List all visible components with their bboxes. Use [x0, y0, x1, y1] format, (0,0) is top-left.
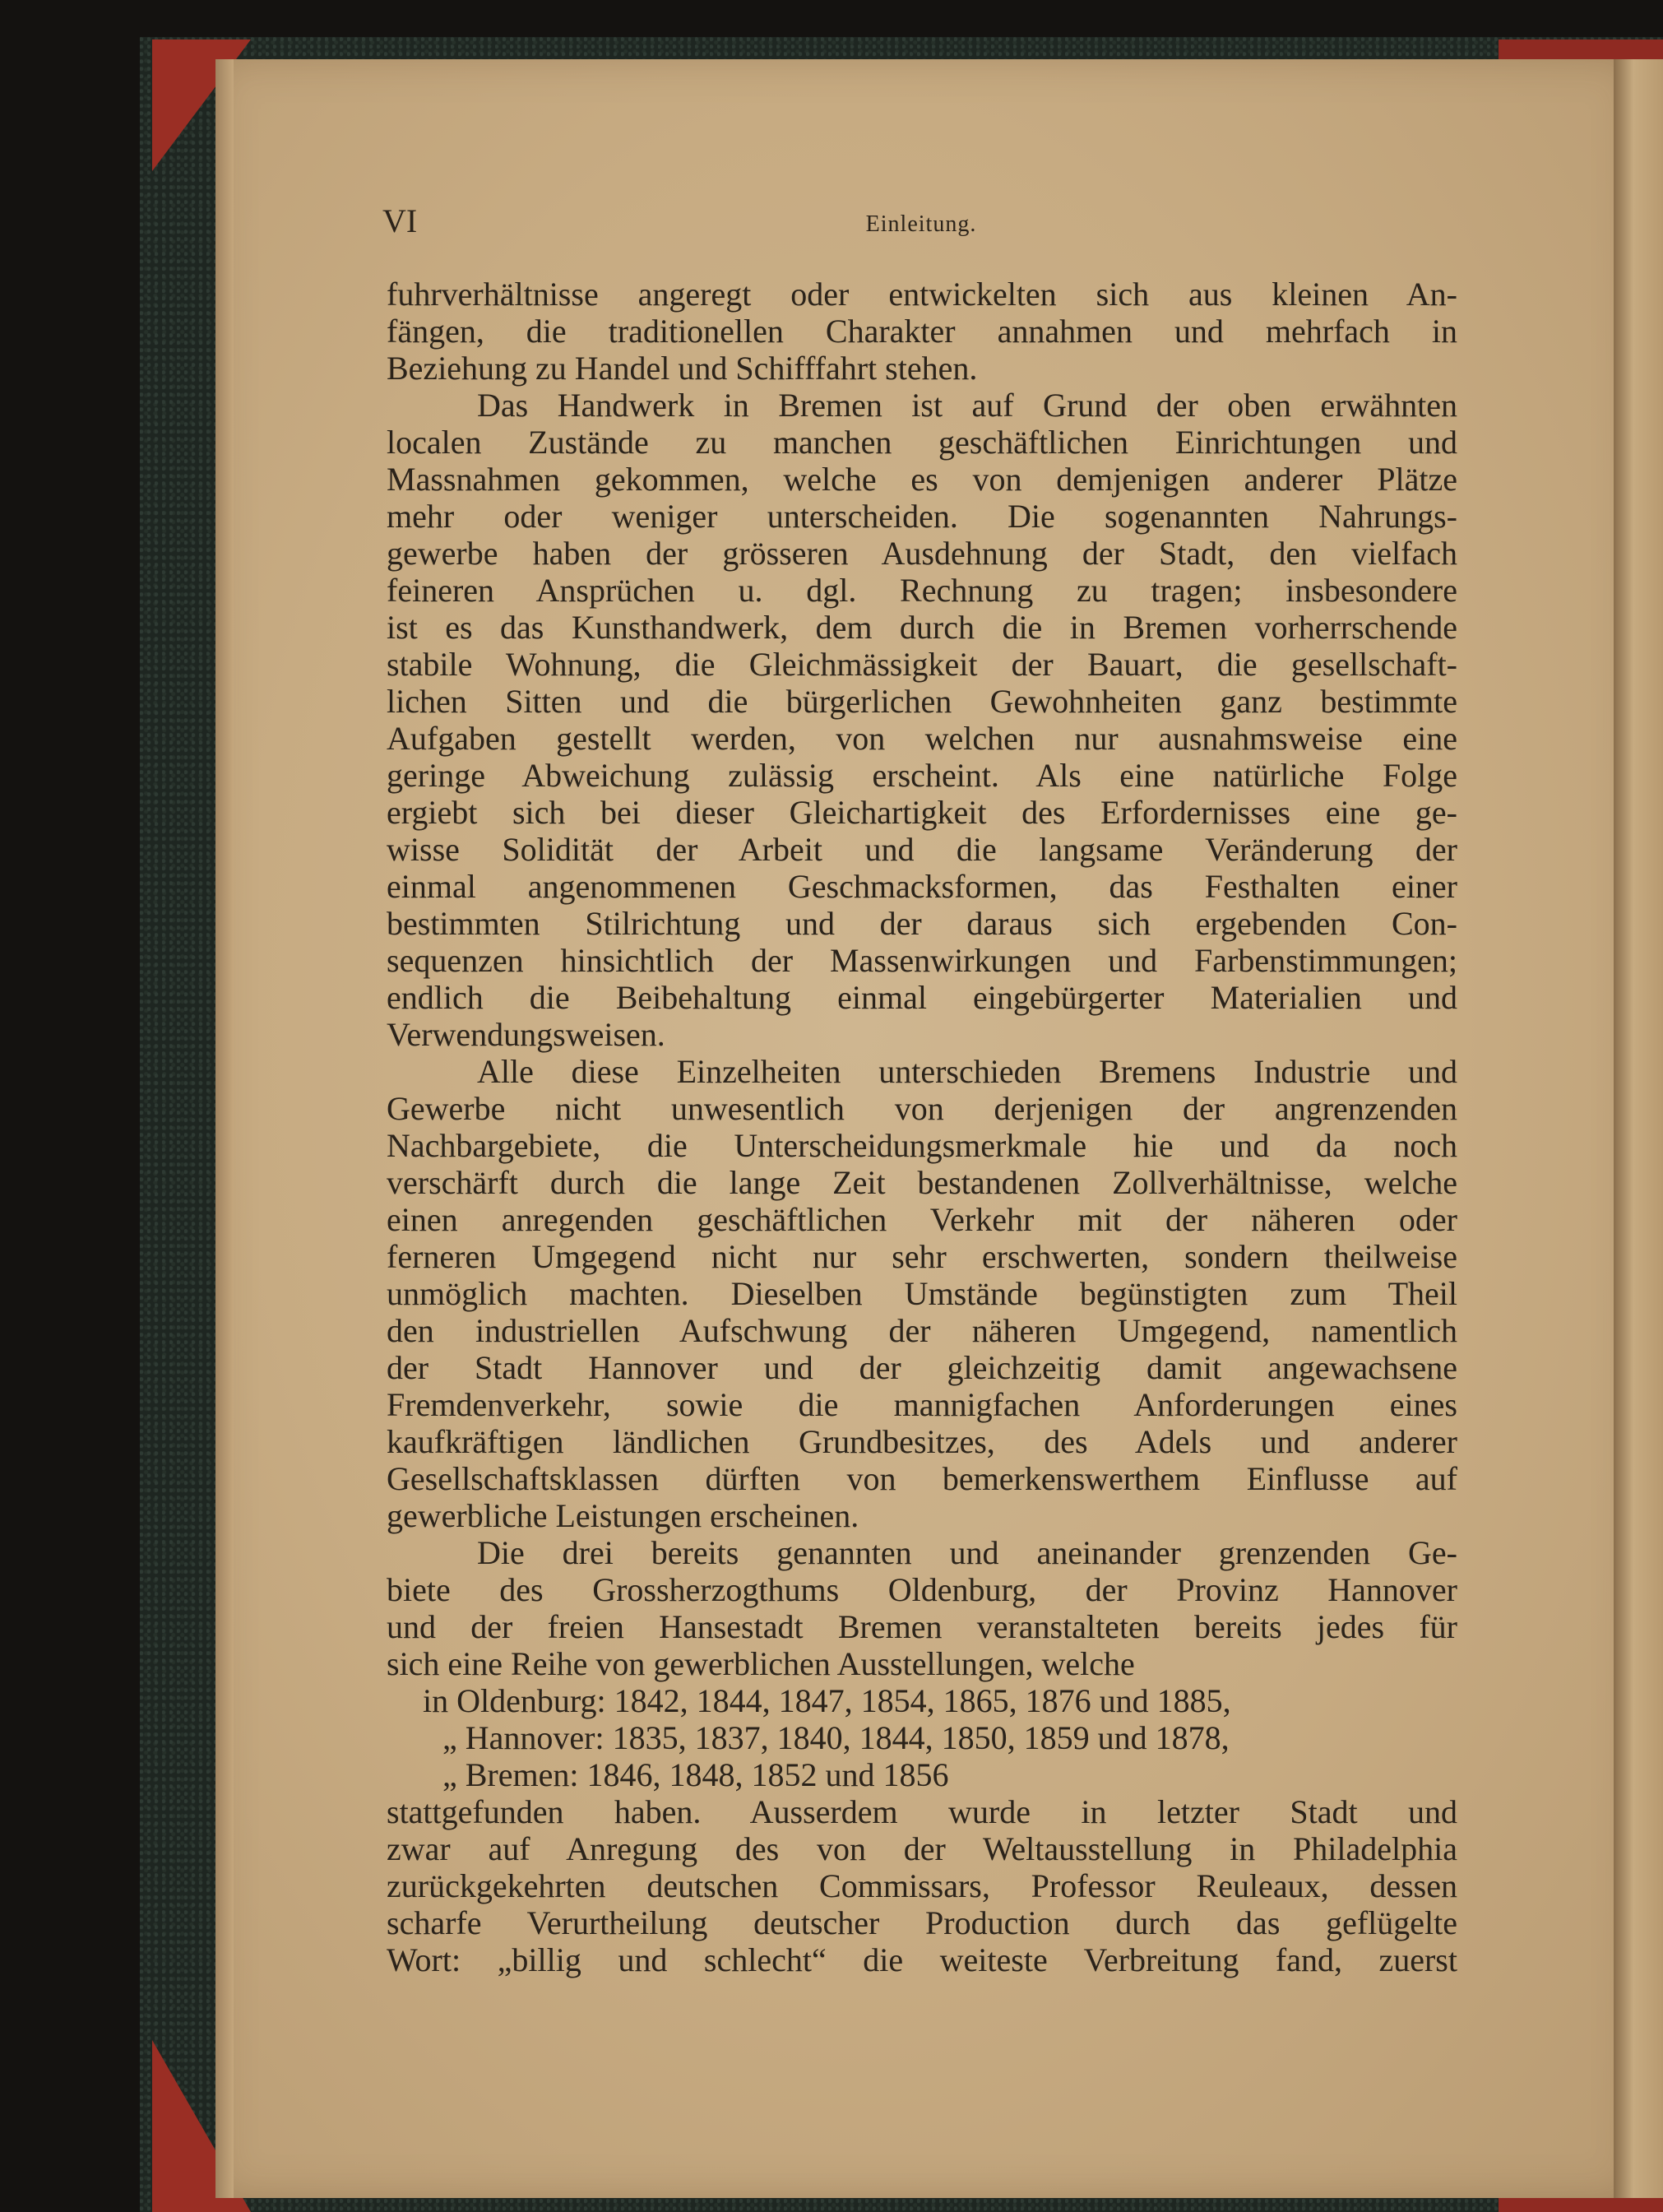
- text-line: endlich die Beibehaltung einmal eingebürgerter Materialien und: [387, 979, 1457, 1016]
- exhibition-line-oldenburg: in Oldenburg: 1842, 1844, 1847, 1854, 1865, 1876 und 1885,: [423, 1682, 1231, 1719]
- text-line: Wort: „billig und schlecht“ die weiteste Verbreitung fand, zuerst: [387, 1941, 1457, 1978]
- text-line: zurückgekehrten deutschen Commissars, Professor Reuleaux, dessen: [387, 1867, 1457, 1904]
- body-text: [387, 276, 1457, 1978]
- text-line: sich eine Reihe von gewerblichen Ausstellungen, welche: [387, 1645, 1135, 1682]
- text-line: Fremdenverkehr, sowie die mannigfachen Anforderungen eines: [387, 1386, 1457, 1423]
- text-line: Verwendungsweisen.: [387, 1016, 665, 1053]
- exhibition-line-bremen: „ Bremen: 1846, 1848, 1852 und 1856: [442, 1756, 949, 1793]
- text-line: fängen, die traditionellen Charakter annahmen und mehrfach in: [387, 313, 1457, 350]
- text-line: Das Handwerk in Bremen ist auf Grund der oben erwähnten: [477, 387, 1457, 424]
- text-line: ist es das Kunsthandwerk, dem durch die in Bremen vorherrschende: [387, 609, 1457, 646]
- text-line: stattgefunden haben. Ausserdem wurde in letzter Stadt und: [387, 1793, 1457, 1830]
- book-gutter: [1614, 59, 1663, 2198]
- text-line: zwar auf Anregung des von der Weltausstellung in Philadelphia: [387, 1830, 1457, 1867]
- text-line: Massnahmen gekommen, welche es von demjenigen anderer Plätze: [387, 461, 1457, 498]
- page-edge: [215, 59, 234, 2198]
- text-line: Nachbargebiete, die Unterscheidungsmerkmale hie und da noch: [387, 1127, 1457, 1164]
- text-line: fuhrverhältnisse angeregt oder entwickelten sich aus kleinen An-: [387, 276, 1457, 313]
- text-line: Gewerbe nicht unwesentlich von derjenigen der angrenzenden: [387, 1090, 1457, 1127]
- text-line: mehr oder weniger unterscheiden. Die sogenannten Nahrungs-: [387, 498, 1457, 535]
- text-line: bestimmten Stilrichtung und der daraus sich ergebenden Con-: [387, 905, 1457, 942]
- text-line: Gesellschaftsklassen dürften von bemerkenswerthem Einflusse auf: [387, 1460, 1457, 1497]
- text-line: ferneren Umgegend nicht nur sehr erschwerten, sondern theilweise: [387, 1238, 1457, 1275]
- text-line: Beziehung zu Handel und Schifffahrt stehen.: [387, 350, 978, 387]
- running-title: Einleitung.: [865, 211, 977, 237]
- text-line: den industriellen Aufschwung der näheren Umgegend, namentlich: [387, 1312, 1457, 1349]
- text-line: verschärft durch die lange Zeit bestandenen Zollverhältnisse, welche: [387, 1164, 1457, 1201]
- text-line: Alle diese Einzelheiten unterschieden Bremens Industrie und: [477, 1053, 1457, 1090]
- text-line: Aufgaben gestellt werden, von welchen nur ausnahmsweise eine: [387, 720, 1457, 757]
- text-line: biete des Grossherzogthums Oldenburg, der Provinz Hannover: [387, 1571, 1457, 1608]
- text-line: feineren Ansprüchen u. dgl. Rechnung zu tragen; insbesondere: [387, 572, 1457, 609]
- text-line: Die drei bereits genannten und aneinander grenzenden Ge-: [477, 1534, 1457, 1571]
- exhibition-line-hannover: „ Hannover: 1835, 1837, 1840, 1844, 1850, 1859 und 1878,: [442, 1719, 1230, 1756]
- text-line: lichen Sitten und die bürgerlichen Gewohnheiten ganz bestimmte: [387, 683, 1457, 720]
- text-line: stabile Wohnung, die Gleichmässigkeit der Bauart, die gesellschaft-: [387, 646, 1457, 683]
- text-line: kaufkräftigen ländlichen Grundbesitzes, des Adels und anderer: [387, 1423, 1457, 1460]
- running-head: [382, 202, 1460, 243]
- text-line: geringe Abweichung zulässig erscheint. Als eine natürliche Folge: [387, 757, 1457, 794]
- page-number: VI: [382, 202, 418, 239]
- text-line: ergiebt sich bei dieser Gleichartigkeit des Erfordernisses eine ge-: [387, 794, 1457, 831]
- text-line: gewerbe haben der grösseren Ausdehnung der Stadt, den vielfach: [387, 535, 1457, 572]
- text-line: einen anregenden geschäftlichen Verkehr mit der näheren oder: [387, 1201, 1457, 1238]
- text-line: unmöglich machten. Dieselben Umstände begünstigten zum Theil: [387, 1275, 1457, 1312]
- text-line: gewerbliche Leistungen erscheinen.: [387, 1497, 859, 1534]
- text-line: einmal angenommenen Geschmacksformen, das Festhalten einer: [387, 868, 1457, 905]
- text-line: localen Zustände zu manchen geschäftlichen Einrichtungen und: [387, 424, 1457, 461]
- text-line: und der freien Hansestadt Bremen veranstalteten bereits jedes für: [387, 1608, 1457, 1645]
- text-line: scharfe Verurtheilung deutscher Production durch das geflügelte: [387, 1904, 1457, 1941]
- text-line: sequenzen hinsichtlich der Massenwirkungen und Farbenstimmungen;: [387, 942, 1457, 979]
- text-line: der Stadt Hannover und der gleichzeitig damit angewachsene: [387, 1349, 1457, 1386]
- text-line: wisse Solidität der Arbeit und die langsame Veränderung der: [387, 831, 1457, 868]
